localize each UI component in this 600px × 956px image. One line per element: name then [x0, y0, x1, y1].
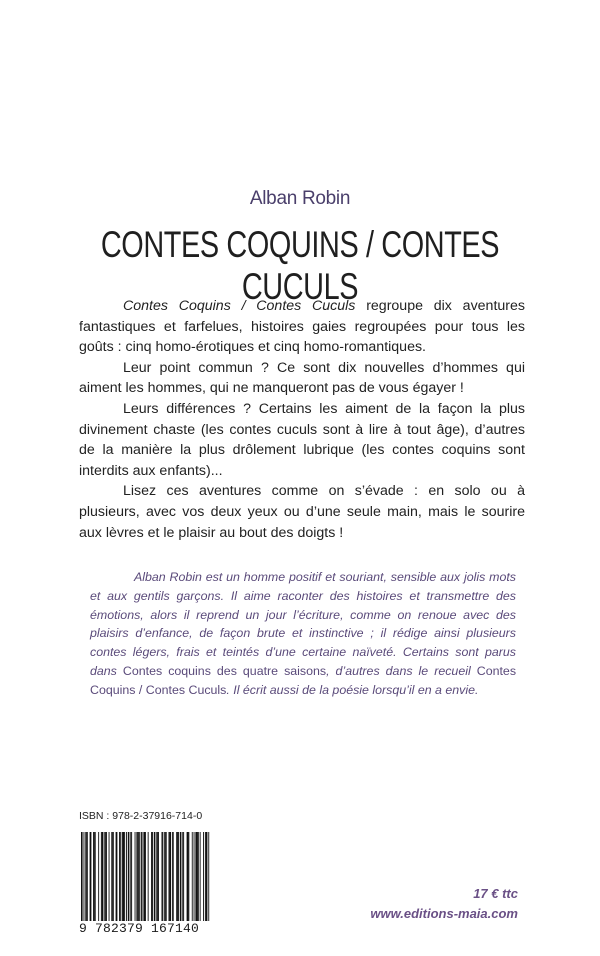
barcode-bar — [177, 832, 178, 921]
barcode-bar — [169, 832, 170, 921]
barcode-bar — [138, 832, 140, 921]
barcode-bar — [156, 832, 157, 921]
summary-paragraph-3: Leurs différences ? Certains les aiment de la façon la plus divinement chaste (les contes cuculs sont à lire à tout âge), d’autres de la manière la plus drôlement lubrique (les contes coquins sont interdits aux enfants)... — [79, 400, 525, 479]
author-bio-paragraph — [90, 568, 516, 700]
barcode-bar — [141, 832, 142, 921]
barcode-bar — [157, 832, 158, 921]
barcode-bar — [124, 832, 125, 921]
barcode-bar — [85, 832, 86, 921]
barcode-bar — [203, 832, 204, 921]
barcode-bar — [120, 832, 121, 921]
bio-text-part-2: , d’autres dans le recueil — [326, 663, 477, 678]
barcode-bar — [173, 832, 174, 921]
barcode-bar — [91, 832, 92, 921]
barcode-bar — [81, 832, 83, 921]
barcode-bar — [172, 832, 173, 921]
barcode-bar — [180, 832, 182, 921]
barcode-bar — [90, 832, 91, 921]
bio-book-2: Contes Coquins / Contes Cuculs — [90, 663, 517, 697]
barcode-bar — [105, 832, 106, 921]
barcode-bar — [197, 832, 198, 921]
barcode-bar — [194, 832, 195, 921]
price: 17 € ttc — [473, 886, 518, 901]
summary-book-title: Contes Coquins / Contes Cuculs — [123, 298, 356, 314]
barcode-bar — [152, 832, 153, 921]
barcode-bar — [182, 832, 183, 921]
summary-text — [79, 296, 525, 543]
bio-book-1: Contes coquins des quatre saisons — [122, 663, 327, 678]
summary-paragraph-1 — [79, 296, 525, 358]
barcode-bar — [130, 832, 131, 921]
barcode-bar — [93, 832, 94, 921]
barcode-bar — [187, 832, 188, 921]
barcode-bar — [158, 832, 159, 921]
barcode-bar — [183, 832, 184, 921]
isbn-label: ISBN : 978-2-37916-714-0 — [79, 810, 203, 822]
barcode-bars — [79, 832, 213, 921]
barcode-bar — [106, 832, 107, 921]
barcode-bar — [102, 832, 104, 921]
summary-paragraph-4: Lisez ces aventures comme on s’évade : en solo ou à plusieurs, avec vos deux yeux ou d’une seule main, mais le sourire aux lèvres et le plaisir au bout des doigts ! — [79, 483, 525, 541]
barcode-bar — [198, 832, 199, 921]
barcode-bar — [188, 832, 189, 921]
barcode-bar — [128, 832, 130, 921]
barcode-digits: 9 782379 167140 — [79, 921, 213, 937]
barcode-bar — [154, 832, 156, 921]
barcode-bar — [126, 832, 127, 921]
barcode-bar — [176, 832, 177, 921]
barcode-bar — [188, 832, 189, 921]
book-title: CONTES COQUINS / CONTES CUCULS — [100, 224, 500, 307]
barcode-bar — [111, 832, 112, 921]
barcode-bar — [109, 832, 110, 921]
barcode-bar — [151, 832, 152, 921]
barcode-bar — [84, 832, 85, 921]
barcode-bar — [200, 832, 201, 921]
barcode-bar — [119, 832, 120, 921]
publisher-website: www.editions-maia.com — [370, 906, 518, 921]
barcode-bar — [166, 832, 167, 921]
barcode-bar — [169, 832, 171, 921]
author-name: Alban Robin — [249, 188, 351, 209]
barcode-bar — [205, 832, 206, 921]
barcode-bar — [94, 832, 95, 921]
barcode-bar — [112, 832, 114, 921]
barcode-bar — [162, 832, 163, 921]
barcode-bar — [164, 832, 166, 921]
barcode-bar — [206, 832, 208, 921]
barcode-bar — [208, 832, 209, 921]
barcode-bar — [123, 832, 125, 921]
barcode-bar — [122, 832, 123, 921]
barcode-bar — [131, 832, 132, 921]
summary-paragraph-1-text: regroupe dix aventures fantastiques et farfelues, histoires gaies regroupées pour tous les goûts : cinq homo-érotiques et cinq homo-romantiques. — [79, 298, 525, 356]
barcode-bar — [136, 832, 137, 921]
barcode-bar — [98, 832, 99, 921]
barcode-bar — [86, 832, 88, 921]
barcode-bar — [192, 832, 193, 921]
bio-text-part-1: Alban Robin est un homme positif et souriant, sensible aux jolis mots et aux gentils garçons. Il aime raconter des histoires et transmettre des émotions, alors il reprend un jour l’écriture, comme on renoue avec des plaisirs d’enfance, de façon brute et instinctive ; il rédige ainsi plusieurs contes légers, frais et teintés d’une certaine naïveté. Certains sont parus dans — [90, 570, 516, 678]
barcode-bar — [116, 832, 117, 921]
barcode-bar — [195, 832, 197, 921]
barcode-bar — [137, 832, 138, 921]
barcode-bar — [148, 832, 149, 921]
barcode-bar — [178, 832, 179, 921]
author-bio — [90, 568, 516, 700]
barcode-bar — [145, 832, 146, 921]
summary-paragraph-2: Leur point commun ? Ce sont dix nouvelles d’hommes qui aiment les hommes, qui ne manqueront pas de vous égayer ! — [79, 359, 525, 397]
barcode-bar — [162, 832, 163, 921]
barcode-bar — [104, 832, 105, 921]
barcode-bar — [135, 832, 136, 921]
barcode-bar — [101, 832, 102, 921]
barcode — [79, 832, 213, 938]
barcode-bar — [143, 832, 145, 921]
bio-text-part-3: . Il écrit aussi de la poésie lorsqu’il en a envie. — [226, 682, 479, 697]
barcode-bar — [117, 832, 118, 921]
barcode-bar — [95, 832, 96, 921]
barcode-bar — [142, 832, 143, 921]
